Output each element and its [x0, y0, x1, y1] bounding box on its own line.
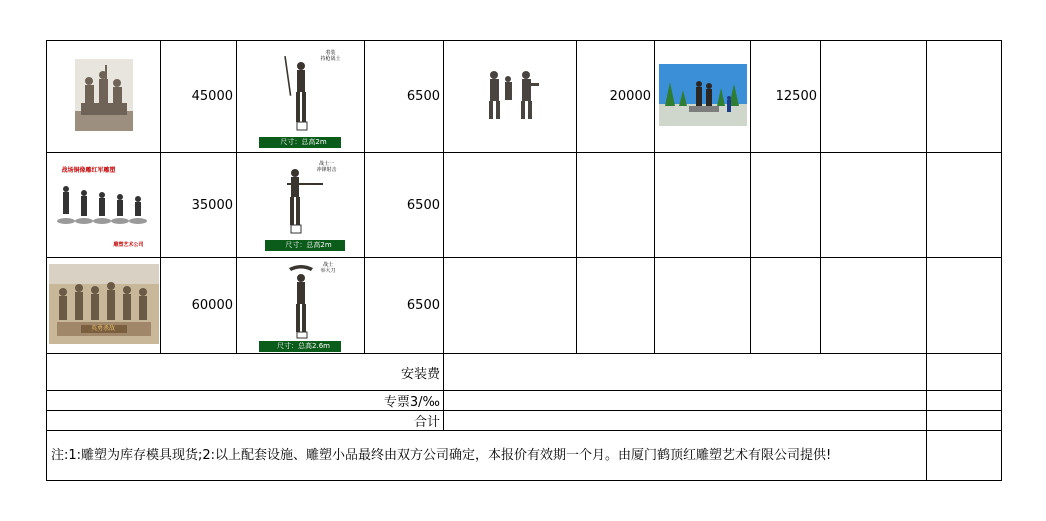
quotation-table: [46, 40, 1002, 481]
table-row: [47, 153, 1002, 258]
empty-cell: [655, 258, 751, 354]
size-caption: 尺寸：总高2.6m: [259, 341, 341, 352]
sculpture-photo-cell[interactable]: [444, 41, 577, 153]
statue-note: 战士一 冲锋射击: [316, 161, 337, 173]
empty-cell: [577, 258, 655, 354]
sculpture-photo-cell[interactable]: [47, 258, 161, 354]
empty-cell: [927, 153, 1002, 258]
price-cell: 45000: [161, 41, 237, 153]
table-row: [47, 41, 1002, 153]
price-cell: 6500: [365, 153, 444, 258]
battle-group-sculpture-photo: [49, 264, 159, 344]
statue-spec-cell[interactable]: [237, 41, 365, 153]
empty-cell: [655, 153, 751, 258]
price-cell: 6500: [365, 258, 444, 354]
empty-cell: [927, 41, 1002, 153]
total-label: 合计: [47, 411, 444, 431]
banner-text: 战场铜像雕红军雕塑: [61, 167, 116, 174]
footnote: 注:1:雕塑为库存模具现货;2:以上配套设施、雕塑小品最终由双方公司确定，本报价有效期一个月。由厦门鹤顶红雕塑艺术有限公司提供!: [47, 431, 927, 481]
group-sculpture-photo: [75, 59, 133, 131]
footer-text: 雕塑艺术公司: [113, 242, 144, 248]
price-cell: 35000: [161, 153, 237, 258]
price-cell: 12500: [751, 41, 821, 153]
empty-cell: [821, 258, 927, 354]
empty-cell: [927, 431, 1002, 481]
sculpture-photo-cell[interactable]: [47, 153, 161, 258]
size-caption: 尺寸：总高2m: [265, 240, 345, 251]
empty-cell: [751, 258, 821, 354]
empty-cell: [444, 153, 577, 258]
sculpture-photo-cell[interactable]: [655, 41, 751, 153]
tax-value: [444, 391, 927, 411]
price-cell: 6500: [365, 41, 444, 153]
empty-cell: [821, 41, 927, 153]
empty-cell: [927, 391, 1002, 411]
empty-cell: [927, 411, 1002, 431]
install-fee-value: [444, 354, 927, 391]
empty-cell: [927, 258, 1002, 354]
two-soldiers-sculpture-photo: [478, 67, 542, 123]
statue-note: 战士 举大刀: [320, 261, 336, 274]
statue-note: 着装 持枪战士: [320, 49, 341, 62]
soldier-statue-sheet: [259, 46, 343, 148]
total-value: [444, 411, 927, 431]
plaza-sculpture-photo: [659, 64, 747, 126]
soldier-statue-sheet: [257, 159, 345, 251]
tax-label: 专票3/‰: [47, 391, 444, 411]
install-fee-label: 安装费: [47, 354, 444, 391]
empty-cell: [577, 153, 655, 258]
table-row: [47, 431, 1002, 481]
empty-cell: [444, 258, 577, 354]
table-row: [47, 258, 1002, 354]
marching-soldiers-photo: [52, 159, 156, 251]
soldier-statue-sheet: [259, 260, 343, 352]
table-row: [47, 391, 1002, 411]
statue-spec-cell[interactable]: [237, 153, 365, 258]
statue-spec-cell[interactable]: [237, 258, 365, 354]
price-cell: 20000: [577, 41, 655, 153]
empty-cell: [821, 153, 927, 258]
size-caption: 尺寸：总高2m: [259, 137, 341, 148]
empty-cell: [751, 153, 821, 258]
table-row: [47, 354, 1002, 391]
plaque-text: 英勇杀敌: [91, 324, 116, 332]
sculpture-photo-cell[interactable]: [47, 41, 161, 153]
empty-cell: [927, 354, 1002, 391]
price-cell: 60000: [161, 258, 237, 354]
table-row: [47, 411, 1002, 431]
